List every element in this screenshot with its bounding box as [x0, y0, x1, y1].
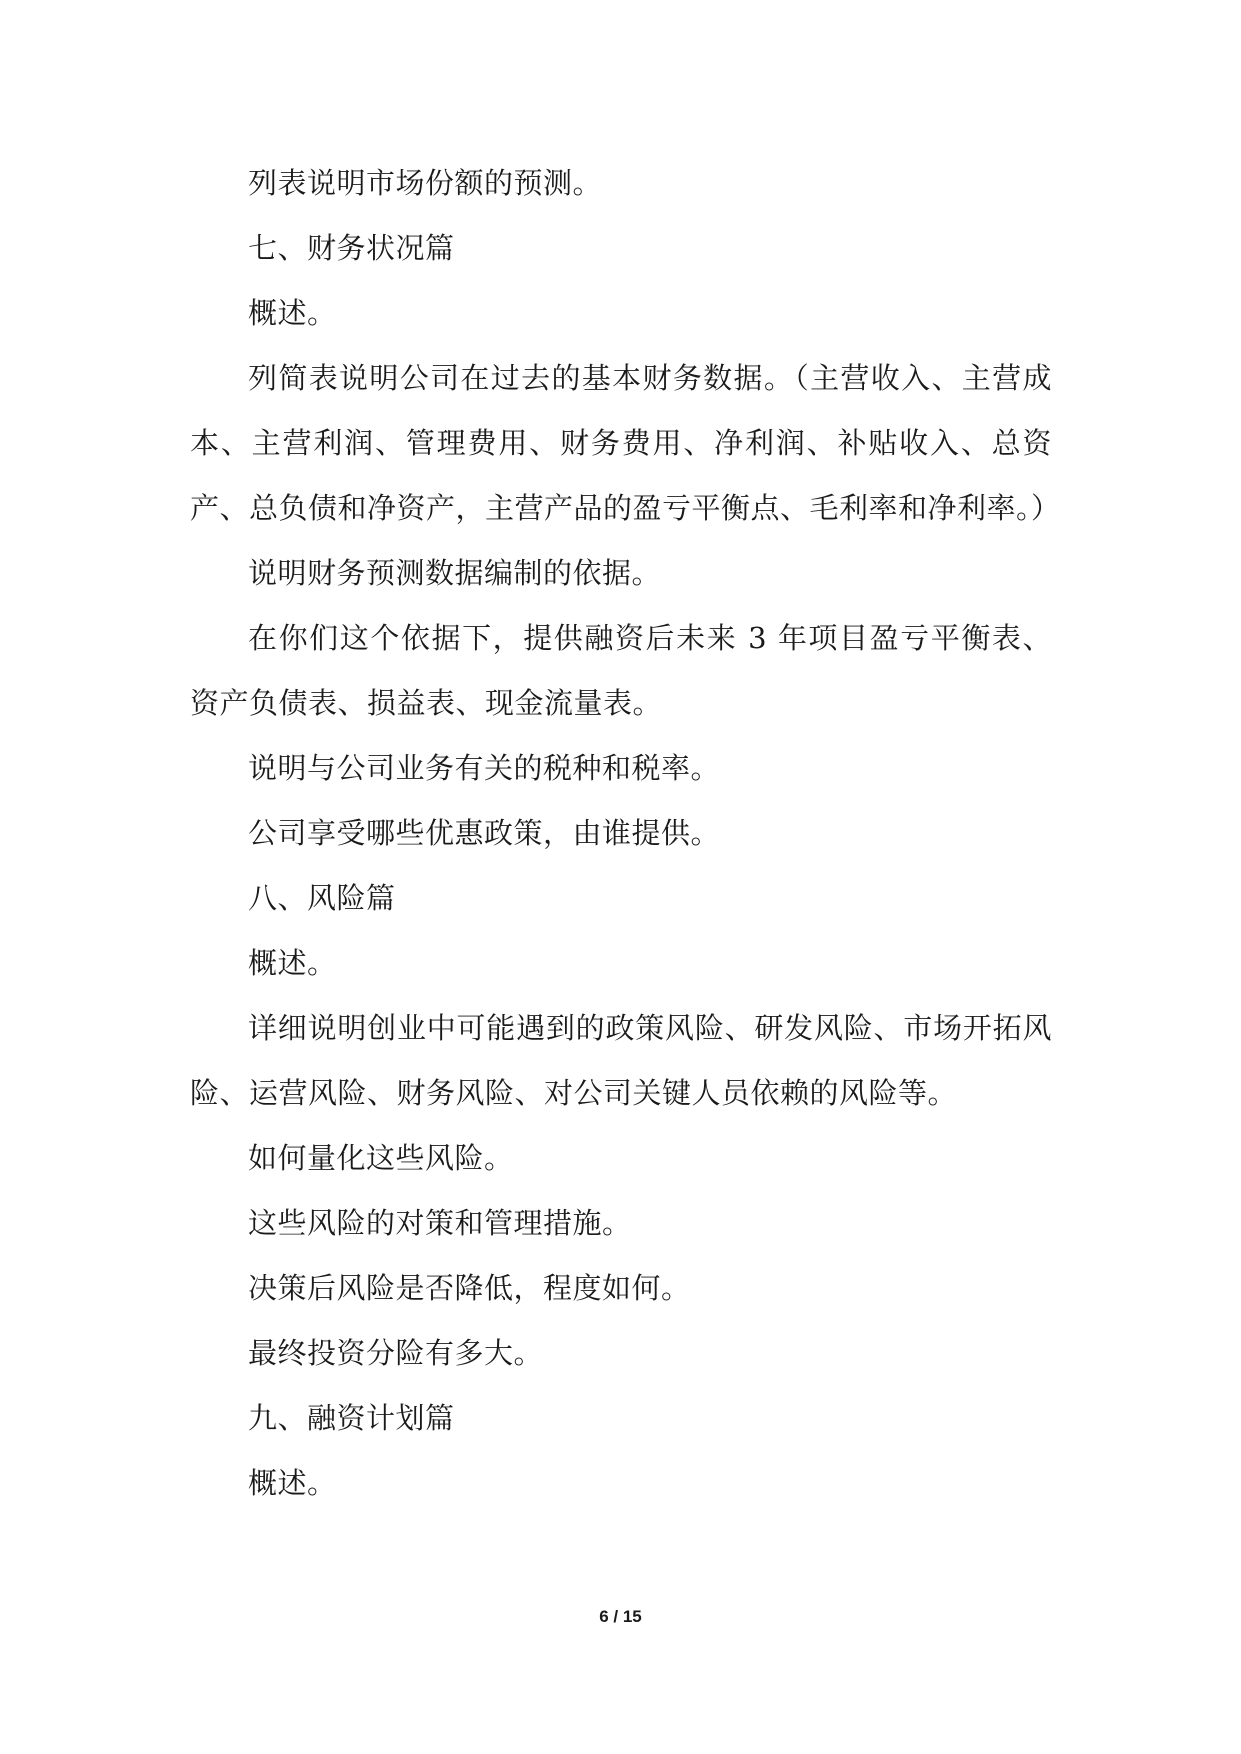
section-heading-financing: 九、融资计划篇: [248, 1401, 455, 1435]
paragraph: 公司享受哪些优惠政策，由谁提供。: [248, 816, 721, 850]
paragraph: 在你们这个依据下，提供融资后未来 3 年项目盈亏平衡表、资产负债表、损益表、现金流量表。: [190, 621, 1052, 720]
section-heading-risk: 八、风险篇: [248, 881, 396, 915]
paragraph: 这些风险的对策和管理措施。: [248, 1206, 632, 1240]
paragraph: 如何量化这些风险。: [248, 1141, 514, 1175]
paragraph: 概述。: [248, 946, 337, 980]
paragraph: 说明与公司业务有关的税种和税率。: [248, 751, 721, 785]
paragraph: 列简表说明公司在过去的基本财务数据。（主营收入、主营成本、主营利润、管理费用、财务费用、净利润、补贴收入、总资产、总负债和净资产，主营产品的盈亏平衡点、毛利率和净利率。）: [190, 361, 1061, 525]
paragraph: 列表说明市场份额的预测。: [248, 166, 603, 200]
paragraph: 决策后风险是否降低，程度如何。: [248, 1271, 691, 1305]
section-heading-finance: 七、财务状况篇: [248, 231, 455, 265]
document-body: [190, 151, 1061, 1516]
paragraph: 概述。: [248, 296, 337, 330]
paragraph: 概述。: [248, 1466, 337, 1500]
paragraph: 详细说明创业中可能遇到的政策风险、研发风险、市场开拓风险、运营风险、财务风险、对公司关键人员依赖的风险等。: [190, 1011, 1052, 1110]
paragraph: 说明财务预测数据编制的依据。: [248, 556, 662, 590]
paragraph: 最终投资分险有多大。: [248, 1336, 544, 1370]
page-number: 6 / 15: [599, 1607, 642, 1626]
